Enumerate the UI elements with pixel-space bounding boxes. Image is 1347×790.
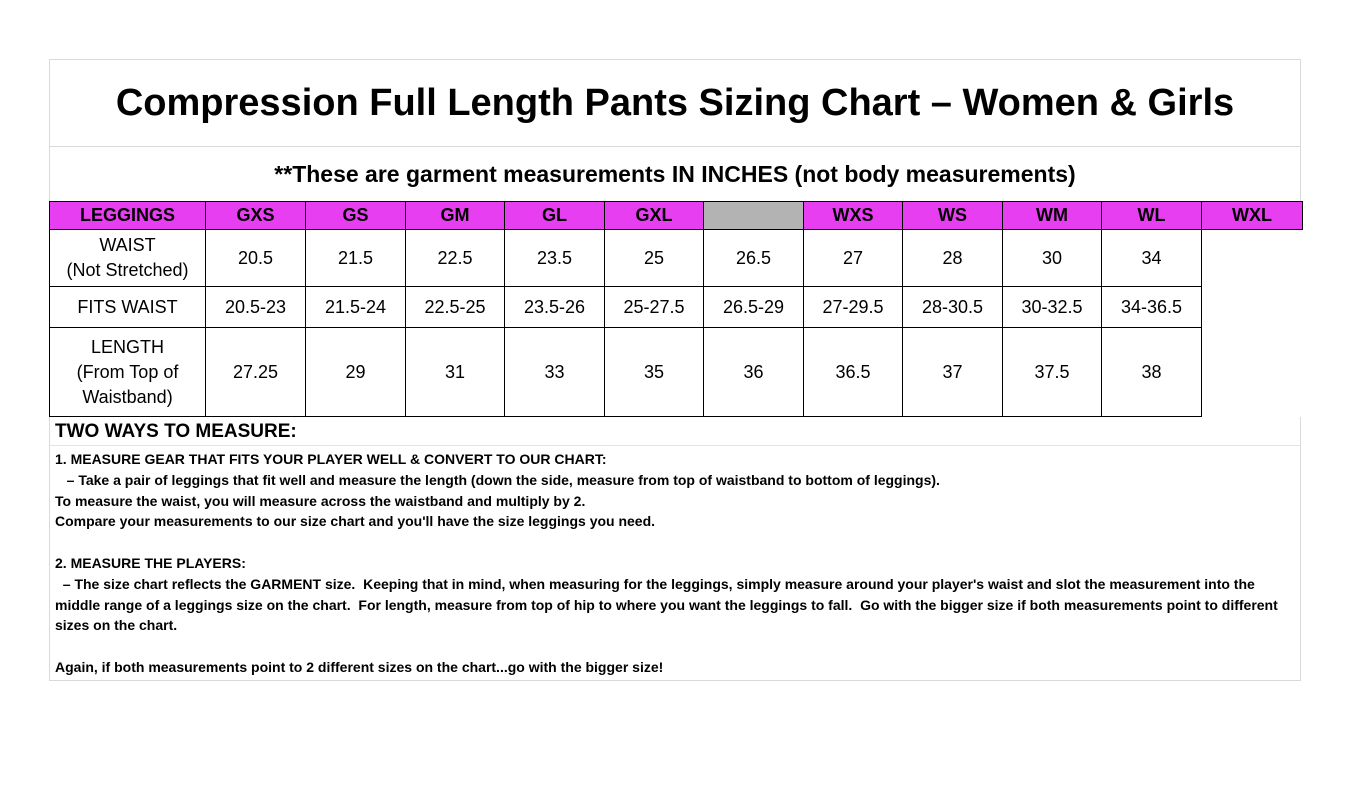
- instruction-line: Again, if both measurements point to 2 different sizes on the chart...go with the bigger size!: [55, 658, 664, 675]
- table-cell: 36.5: [804, 328, 903, 417]
- table-cell: 33: [505, 328, 605, 417]
- table-cell: 28-30.5: [903, 287, 1003, 328]
- gap-column: [704, 202, 804, 230]
- table-cell: 27: [804, 230, 903, 287]
- size-table: [49, 201, 1303, 417]
- table-cell: 28: [903, 230, 1003, 287]
- measure-instructions: [49, 446, 1301, 681]
- spacer: [55, 532, 1295, 553]
- header-gl: GL: [505, 202, 605, 230]
- table-cell: 30: [1003, 230, 1102, 287]
- header-leggings: LEGGINGS: [50, 202, 206, 230]
- table-cell: 23.5-26: [505, 287, 605, 328]
- table-cell: 25: [605, 230, 704, 287]
- sizing-sheet: [49, 59, 1301, 681]
- table-cell: 31: [406, 328, 505, 417]
- table-cell: 20.5-23: [206, 287, 306, 328]
- header-gs: GS: [306, 202, 406, 230]
- table-cell: 26.5: [704, 230, 804, 287]
- chart-title: Compression Full Length Pants Sizing Chart – Women & Girls: [49, 59, 1301, 146]
- header-wxs: WXS: [804, 202, 903, 230]
- table-cell: 23.5: [505, 230, 605, 287]
- row-label: LENGTH (From Top of Waistband): [50, 328, 206, 417]
- table-cell: 27-29.5: [804, 287, 903, 328]
- table-cell: 27.25: [206, 328, 306, 417]
- table-row-length: [50, 328, 1303, 417]
- instruction-line: 2. MEASURE THE PLAYERS:: [55, 554, 246, 571]
- table-cell: 35: [605, 328, 704, 417]
- header-gxs: GXS: [206, 202, 306, 230]
- table-cell: 34: [1102, 230, 1202, 287]
- row-label: WAIST (Not Stretched): [50, 230, 206, 287]
- spacer: [55, 636, 1295, 657]
- chart-subtitle: **These are garment measurements IN INCHES (not body measurements): [49, 146, 1301, 201]
- table-cell: 22.5-25: [406, 287, 505, 328]
- table-cell: 34-36.5: [1102, 287, 1202, 328]
- instruction-line: – The size chart reflects the GARMENT size. Keeping that in mind, when measuring for the leggings, simply measure around your player's waist and slot the measurement into the middle range of a leggings size on the chart. For length, measure from top of hip to where you want the leggings to fall. Go with the bigger size if both measurements point to different sizes on the chart.: [55, 575, 1282, 634]
- table-cell: 25-27.5: [605, 287, 704, 328]
- header-row: [50, 202, 1303, 230]
- header-wxl: WXL: [1202, 202, 1303, 230]
- header-ws: WS: [903, 202, 1003, 230]
- instruction-line: To measure the waist, you will measure across the waistband and multiply by 2.: [55, 492, 586, 509]
- table-row-fits-waist: [50, 287, 1303, 328]
- table-cell: 38: [1102, 328, 1202, 417]
- table-cell: 22.5: [406, 230, 505, 287]
- instruction-line: Compare your measurements to our size chart and you'll have the size leggings you need.: [55, 513, 656, 530]
- table-cell: 20.5: [206, 230, 306, 287]
- measure-heading: TWO WAYS TO MEASURE:: [49, 417, 1301, 446]
- row-label: FITS WAIST: [50, 287, 206, 328]
- header-gxl: GXL: [605, 202, 704, 230]
- instruction-line: 1. MEASURE GEAR THAT FITS YOUR PLAYER WELL & CONVERT TO OUR CHART:: [55, 451, 607, 467]
- header-gm: GM: [406, 202, 505, 230]
- table-cell: 37: [903, 328, 1003, 417]
- table-cell: 21.5-24: [306, 287, 406, 328]
- instruction-line: – Take a pair of leggings that fit well and measure the length (down the side, measure from top of waistband to bottom of leggings).: [55, 471, 940, 488]
- table-cell: 37.5: [1003, 328, 1102, 417]
- header-wl: WL: [1102, 202, 1202, 230]
- header-wm: WM: [1003, 202, 1102, 230]
- table-cell: 30-32.5: [1003, 287, 1102, 328]
- table-row-waist: [50, 230, 1303, 287]
- table-cell: 36: [704, 328, 804, 417]
- table-cell: 21.5: [306, 230, 406, 287]
- table-cell: 26.5-29: [704, 287, 804, 328]
- table-cell: 29: [306, 328, 406, 417]
